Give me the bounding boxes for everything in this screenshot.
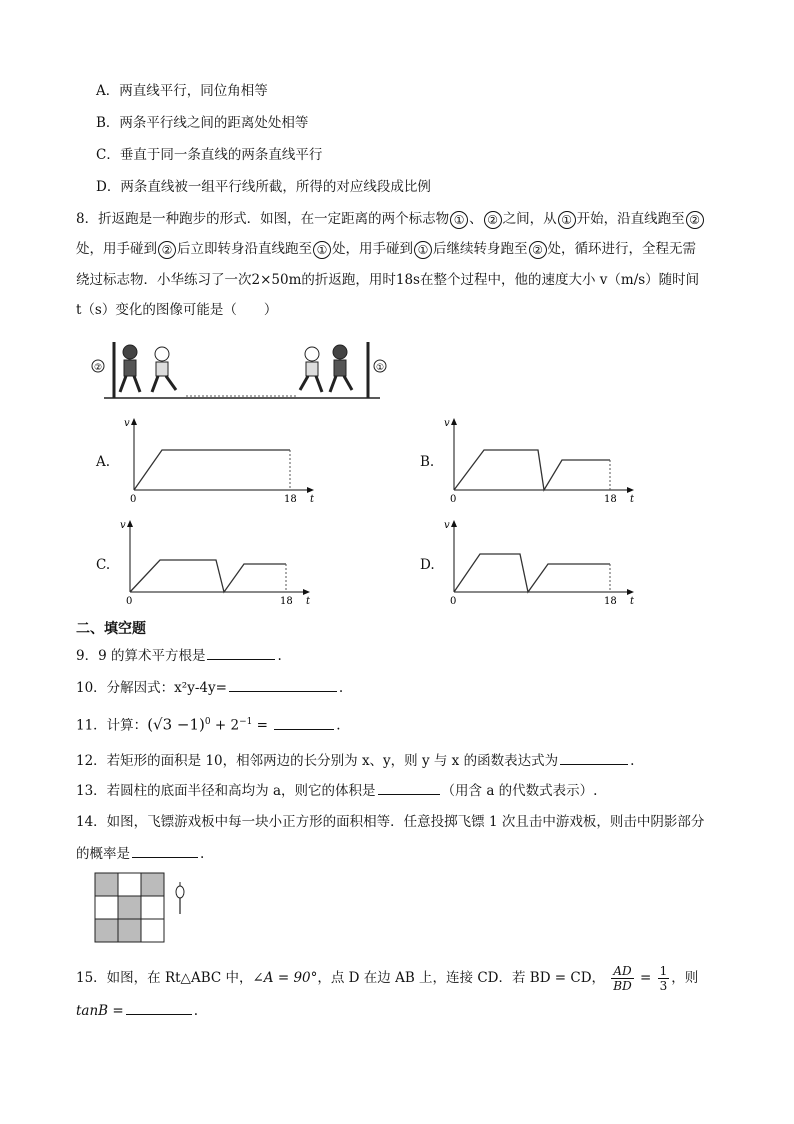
- dart-icon: [176, 882, 184, 914]
- q11: 11．计算：$(√3 -1)^0 + 2^{-1}$ = .: [76, 715, 341, 734]
- t-end: 18: [284, 494, 297, 505]
- runner-figure: [300, 347, 322, 392]
- option-a: A．两直线平行，同位角相等: [96, 83, 268, 99]
- origin: 0: [130, 494, 137, 505]
- section-title: 二、填空题: [76, 621, 146, 637]
- q12: 12．若矩形的面积是 10，相邻两边的长分别为 x、y，则 y 与 x 的函数表达式为 .: [76, 750, 634, 771]
- svg-text:0: 0: [450, 494, 457, 505]
- svg-text:0: 0: [450, 596, 457, 607]
- svg-text:t: t: [306, 596, 311, 607]
- q15-line2: tanB = .: [76, 1000, 198, 1021]
- q8-line2: 处，用手碰到 ② 后立即转身沿直线跑至 ① 处，用手碰到 ① 后继续转身跑至 ② 处，循环进行，全程无需: [76, 241, 696, 257]
- q8-line4: t（s）变化的图像可能是（ ）: [76, 302, 278, 318]
- svg-text:②: ②: [93, 363, 103, 373]
- graph-d: [444, 518, 644, 608]
- q13: 13．若圆柱的底面半径和高均为 a，则它的体积是 （用含 a 的代数式表示）.: [76, 780, 597, 801]
- option-d: D．两条直线被一组平行线所截，所得的对应线段成比例: [96, 179, 431, 195]
- q15-line1: 15．如图，在 Rt△ABC 中，∠A = 90°，点 D 在边 AB 上，连接 CD．若 BD = CD， $\frac{AD}{BD}$ = $\frac{1}{3}$ ，则: [76, 964, 699, 993]
- svg-text:v: v: [444, 418, 450, 429]
- graph-a: [120, 416, 320, 506]
- option-c: C．垂直于同一条直线的两条直线平行: [96, 147, 323, 163]
- svg-text:0: 0: [126, 596, 133, 607]
- graph-d-label: D.: [420, 557, 435, 573]
- svg-text:v: v: [444, 520, 450, 531]
- svg-text:18: 18: [280, 596, 293, 607]
- axis-v: v: [124, 418, 130, 429]
- q9: 9．9 的算术平方根是 .: [76, 645, 282, 666]
- q8-line3: 绕过标志物．小华练习了一次2×50m的折返跑，用时18s在整个过程中，他的速度大小 v（m/s）随时间: [76, 272, 700, 288]
- svg-text:t: t: [630, 596, 635, 607]
- runner-figure: [330, 345, 352, 392]
- graph-b-label: B.: [420, 454, 435, 470]
- runner-figure: [120, 345, 140, 392]
- graph-c: [120, 518, 320, 608]
- q14-line1: 14．如图，飞镖游戏板中每一块小正方形的面积相等．任意投掷飞镖 1 次且击中游戏板，则击中阴影部分: [76, 814, 705, 830]
- graph-c-label: C.: [96, 557, 111, 573]
- shuttle-run-illustration: [90, 338, 390, 402]
- svg-text:①: ①: [375, 363, 385, 373]
- graph-a-label: A.: [96, 454, 111, 470]
- q10: 10．分解因式：x²y-4y= .: [76, 677, 343, 698]
- svg-text:18: 18: [604, 596, 617, 607]
- dartboard-figure: [94, 872, 194, 946]
- axis-t: t: [310, 494, 315, 505]
- q8-line1: 8．折返跑是一种跑步的形式．如图，在一定距离的两个标志物 ① 、 ② 之间，从 ① 开始，沿直线跑至 ②: [76, 209, 705, 229]
- graph-b: [444, 416, 644, 506]
- q14-line2: 的概率是 .: [76, 843, 204, 864]
- svg-text:18: 18: [604, 494, 617, 505]
- svg-text:t: t: [630, 494, 635, 505]
- option-b: B．两条平行线之间的距离处处相等: [96, 115, 309, 131]
- runner-figure: [152, 347, 176, 392]
- svg-text:v: v: [120, 520, 126, 531]
